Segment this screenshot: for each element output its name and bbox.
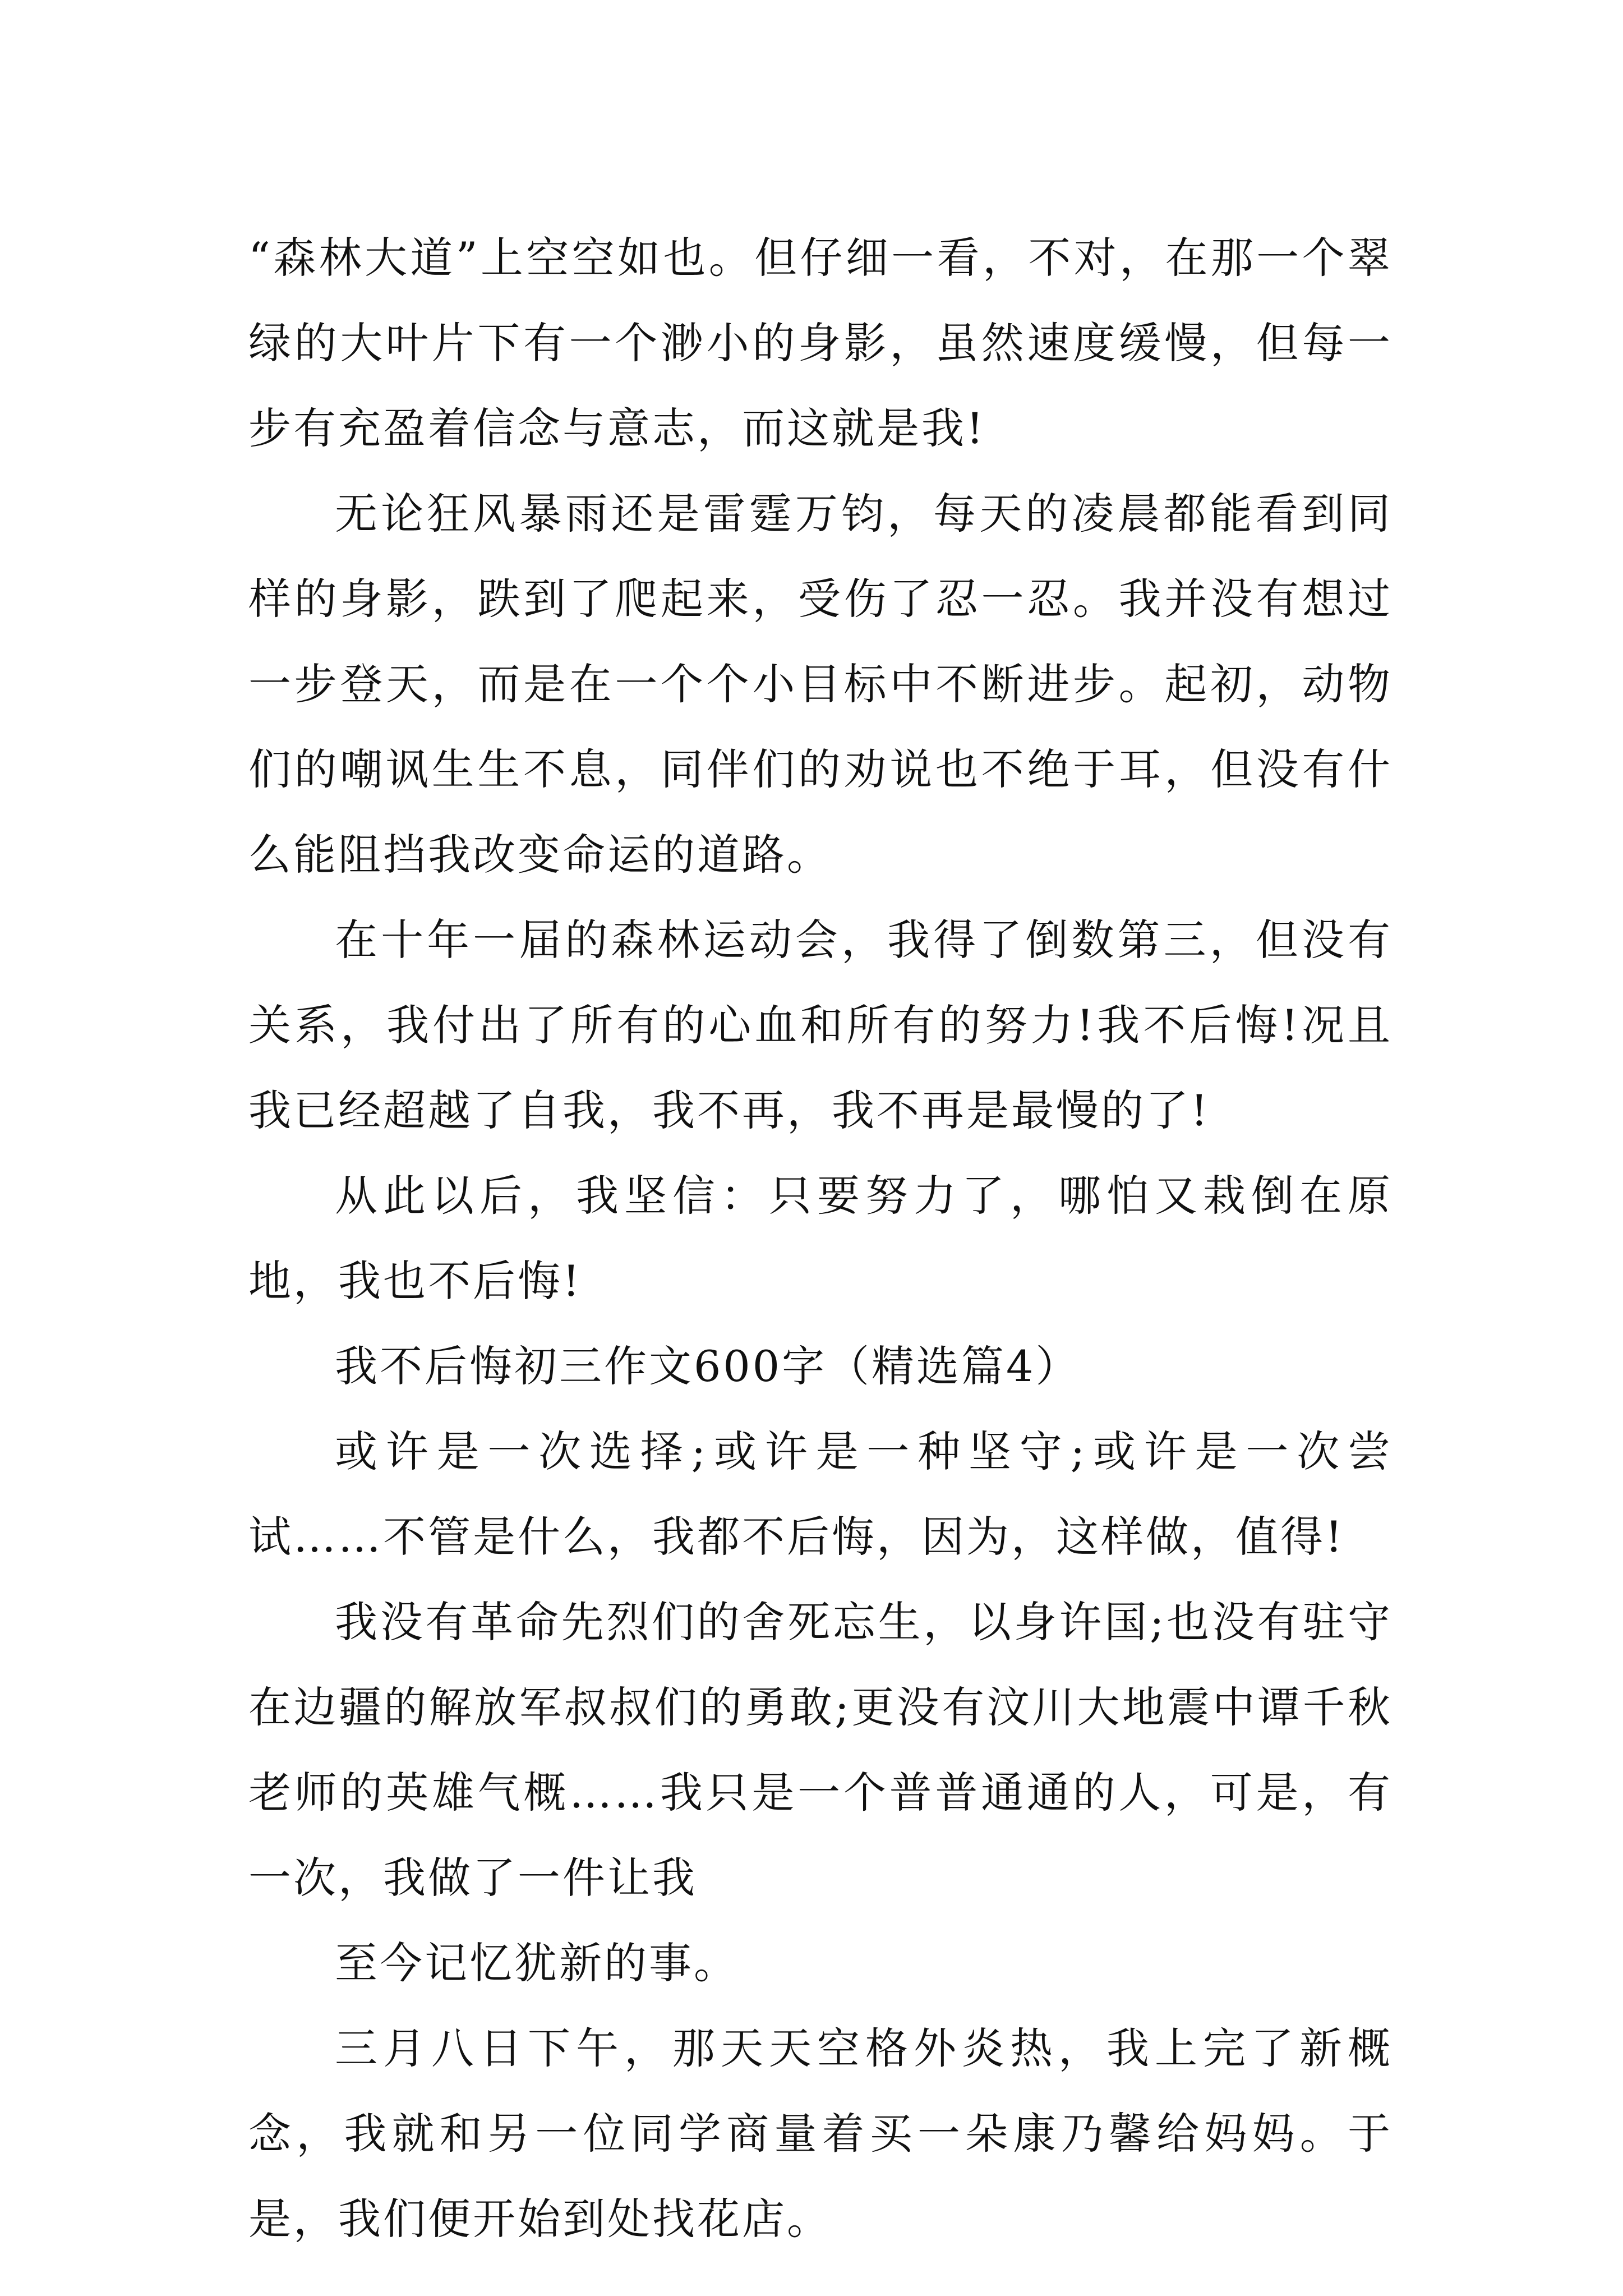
paragraph-6: 我没有革命先烈们的舍死忘生，以身许国;也没有驻守在边疆的解放军叔叔们的勇敢;更没有汶川大地震中谭千秋老师的英雄气概……我只是一个普普通通的人，可是，有一次，我做了一件让我: [248, 1597, 1393, 1903]
paragraph-3: 在十年一届的森林运动会，我得了倒数第三，但没有关系，我付出了所有的心血和所有的努力!我不后悔!况且我已经超越了自我，我不再，我不再是最慢的了!: [248, 915, 1393, 1135]
document-body: [248, 215, 1393, 2262]
paragraph-1: “森林大道”上空空如也。但仔细一看，不对，在那一个翠绿的大叶片下有一个渺小的身影，虽然速度缓慢，但每一步有充盈着信念与意志，而这就是我!: [248, 233, 1393, 453]
paragraph-7: 至今记忆犹新的事。: [335, 1938, 739, 1988]
paragraph-5: 或许是一次选择;或许是一种坚守;或许是一次尝试……不管是什么，我都不后悔，因为，这样做，值得!: [248, 1427, 1393, 1562]
section-heading: 我不后悔初三作文600字（精选篇4）: [335, 1341, 1081, 1391]
paragraph-2: 无论狂风暴雨还是雷霆万钧，每天的凌晨都能看到同样的身影，跌到了爬起来，受伤了忍一忍。我并没有想过一步登天，而是在一个个小目标中不断进步。起初，动物们的嘲讽生生不息，同伴们的劝说也不绝于耳，但没有什么能阻挡我改变命运的道路。: [248, 489, 1393, 880]
paragraph-4: 从此以后，我坚信：只要努力了，哪怕又栽倒在原地，我也不后悔!: [248, 1171, 1393, 1306]
paragraph-8: 三月八日下午，那天天空格外炎热，我上完了新概念，我就和另一位同学商量着买一朵康乃馨给妈妈。于是，我们便开始到处找花店。: [248, 2023, 1393, 2244]
